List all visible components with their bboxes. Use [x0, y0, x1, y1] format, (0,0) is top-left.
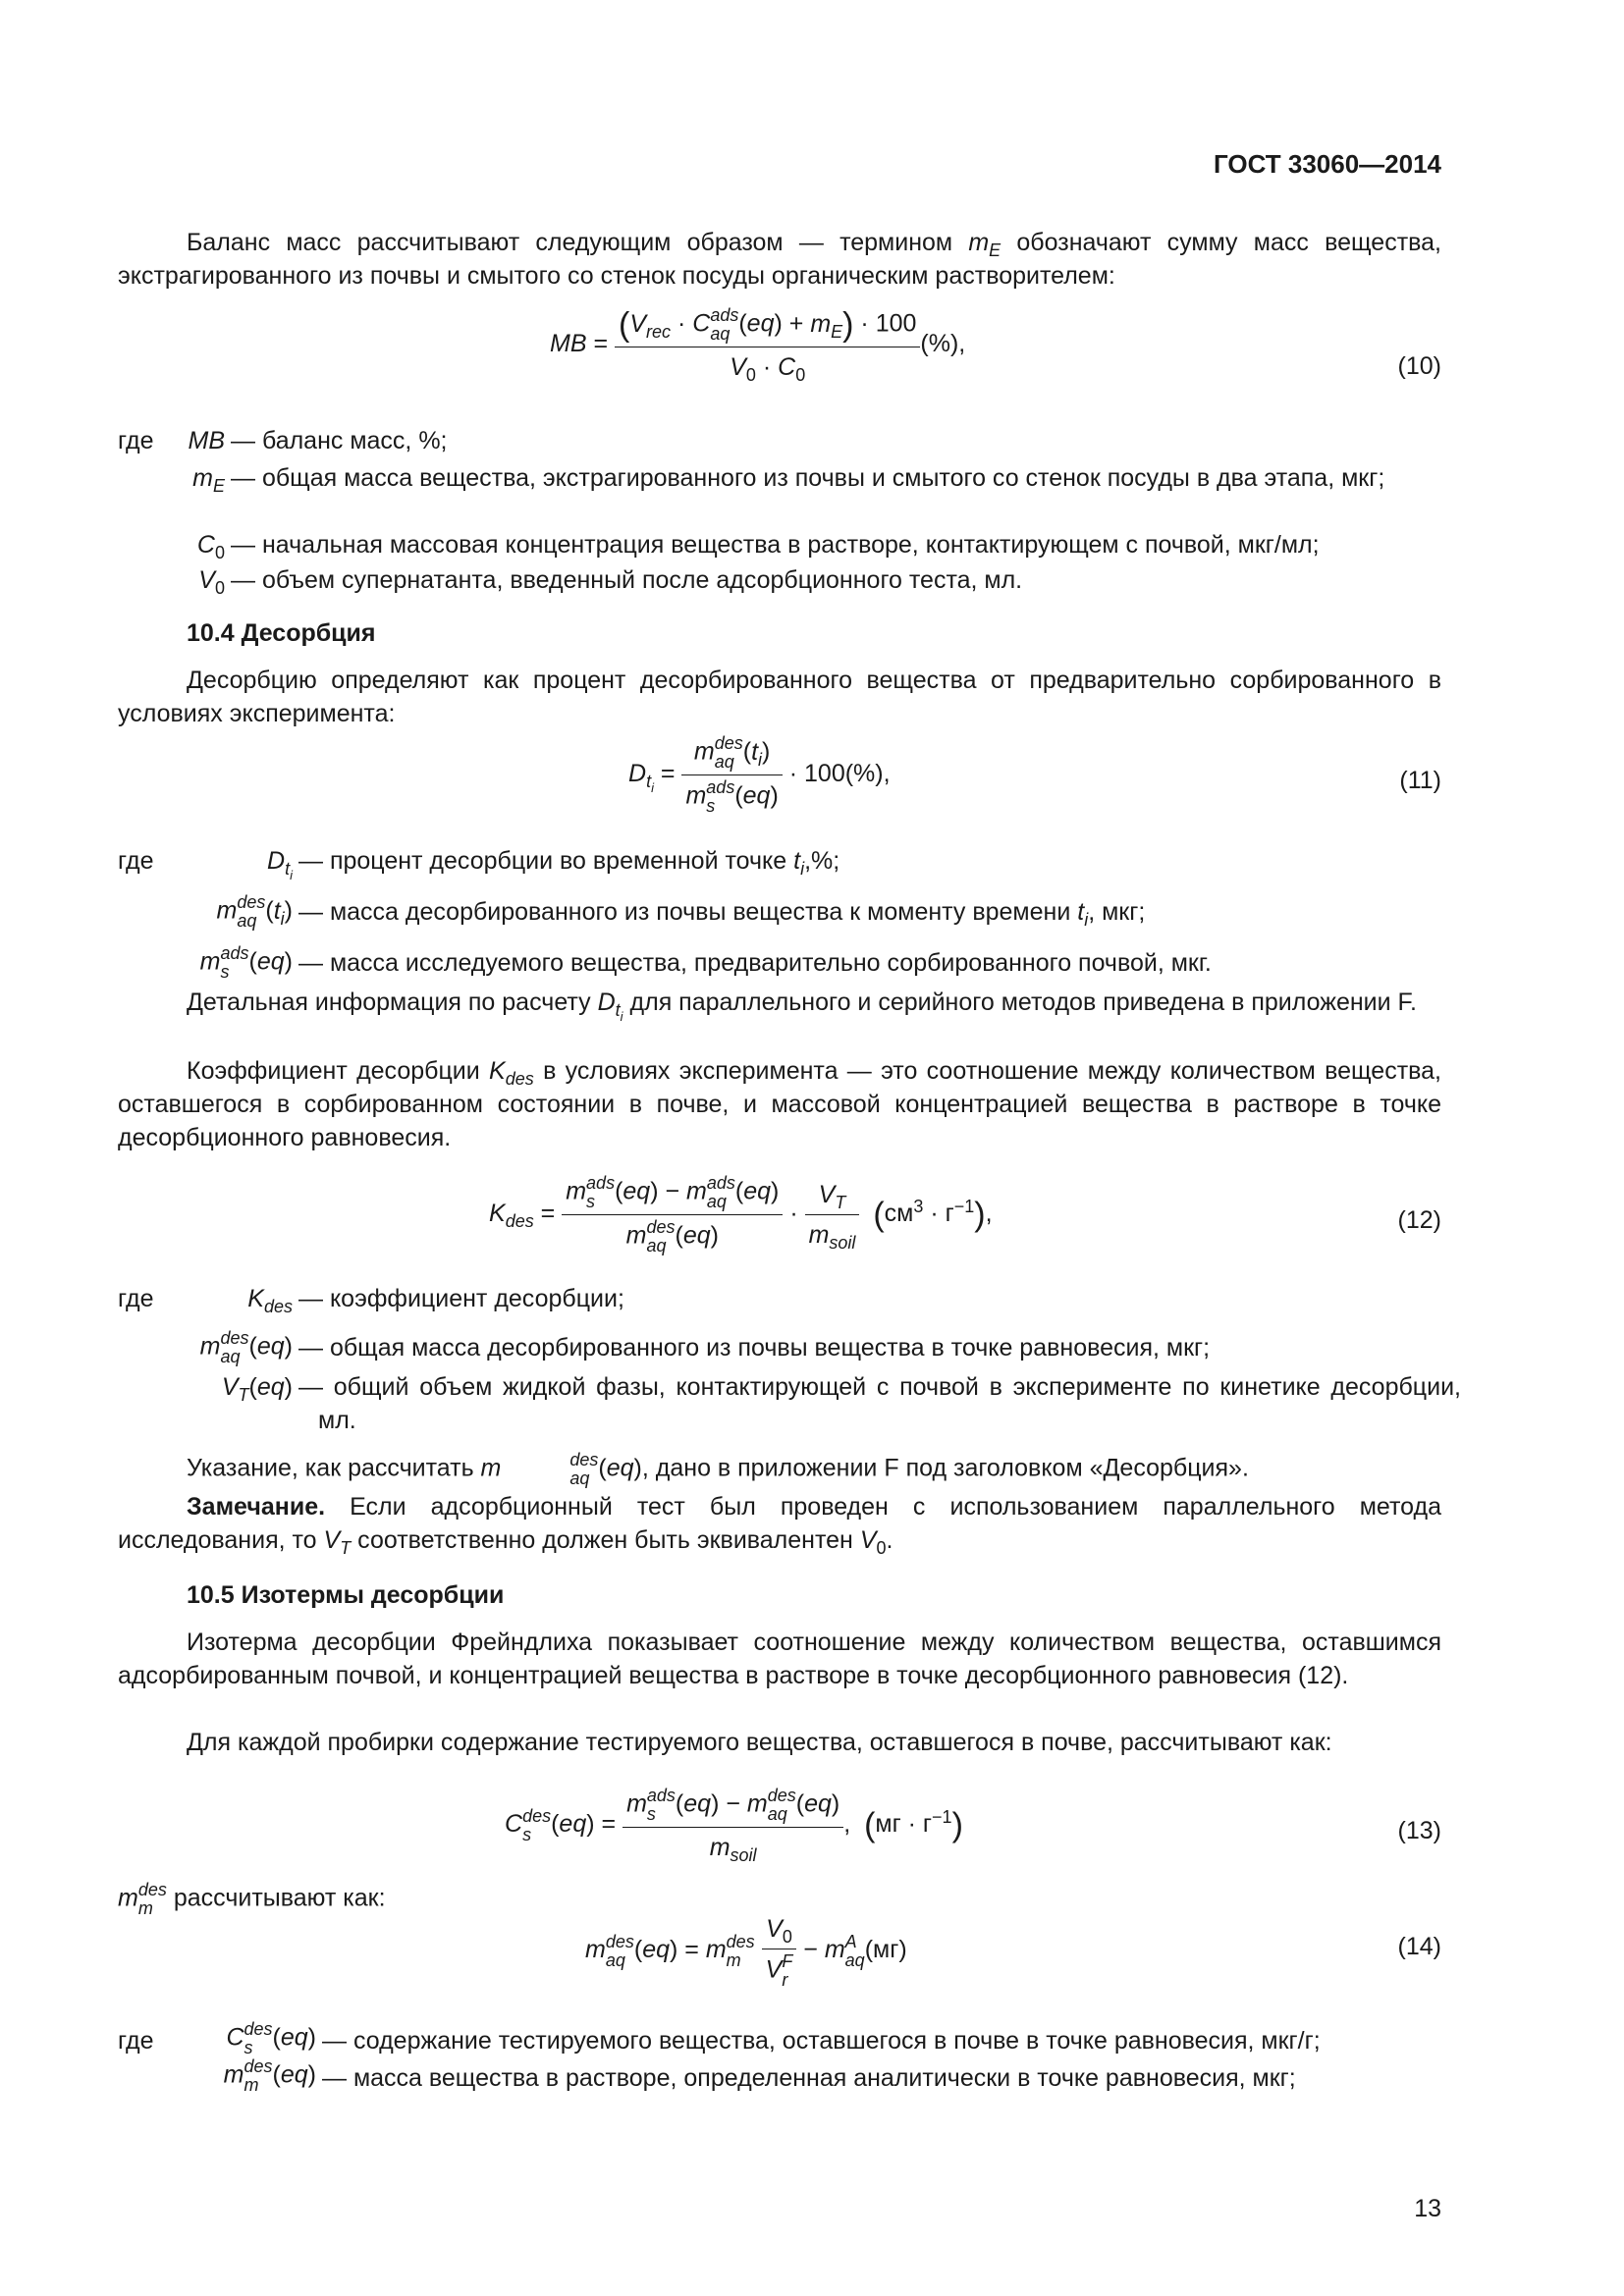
- per-tube-paragraph: Для каждой пробирки содержание тестируемого вещества, оставшегося в почве, рассчитывают как:: [187, 1729, 1332, 1756]
- def-dti: — процент десорбции во временной точке $t_i,\%$;: [298, 847, 840, 880]
- calculation-detail-paragraph: Детальная информация по расчету $D_{t_i}$ для параллельного и серийного методов приведена в приложении F.: [187, 988, 1417, 1024]
- standard-number-header: ГОСТ 33060—2014: [1214, 149, 1441, 179]
- mass-balance-paragraph: [118, 226, 1441, 293]
- def-kdes: — коэффициент десорбции;: [298, 1285, 624, 1312]
- def-cs-des: — содержание тестируемого вещества, оставшегося в почве в точке равновесия, мкг/г;: [322, 2027, 1321, 2055]
- term-kdes: $K_{des}$: [247, 1285, 293, 1317]
- term-c0: $C_0$: [196, 531, 225, 563]
- eq11-fraction: m des aq $(t_i)$ m ads s (eq): [681, 734, 782, 816]
- page-number: 13: [1414, 2195, 1441, 2222]
- eq12-fraction-2: $\frac{V_T}{m_{soil}}$: [805, 1178, 860, 1252]
- term-mdes-eq: m des aq (eq): [199, 1328, 293, 1366]
- where-label-2: где: [118, 847, 154, 875]
- term-mb: MB: [188, 427, 225, 454]
- def-mb: — баланс масс, %;: [231, 427, 448, 454]
- term-mads-eq: m ads s (eq): [199, 943, 293, 982]
- m-e-symbol: $m_E$: [968, 229, 1001, 261]
- equation-11: $D_{t_i}$ = m des aq $(t_i)$ m ads s (eq) · 100(%),: [628, 733, 891, 816]
- eq12-fraction-1: m ads s (eq) − m ads aq (eq) m des aq (eq): [562, 1174, 783, 1255]
- section-10-5-heading: 10.5 Изотермы десорбции: [187, 1581, 505, 1609]
- equation-10-number: (10): [1397, 352, 1441, 380]
- def-mads-eq: — масса исследуемого вещества, предварительно сорбированного почвой, мкг.: [298, 949, 1212, 977]
- equation-14: m des aq (eq) = m des m $V_0$ V F r − m A aq (мг): [585, 1912, 907, 1990]
- equation-12: $K_{des}$ = m ads s (eq) − m ads aq (eq) m des aq (eq) · $\frac{V_T}{m_{soil}}$ $(см^3 \cdot г^{-1})$,: [489, 1173, 993, 1255]
- def-vt: — общий объем жидкой фазы, контактирующей с почвой в эксперименте по кинетике десорбции, мл.: [298, 1373, 1461, 1434]
- equation-11-number: (11): [1399, 767, 1441, 794]
- desorption-coefficient-paragraph: Коэффициент десорбции $K_{des}$ в условиях эксперимента — это соотношение между количеством вещества, оставшегося в сорбированном состоянии в почве, и массовой концентрацией вещества в растворе в точке десорбционного равновесия.: [118, 1057, 1441, 1151]
- para1-before: Баланс масс рассчитывают следующим образом — термином: [187, 229, 953, 256]
- term-v0: $V_0$: [198, 566, 225, 599]
- eq13-unit: мг · г: [875, 1810, 933, 1839]
- where-label-4: где: [118, 2027, 154, 2055]
- term-mm-des: m des m (eq): [223, 2056, 316, 2095]
- eq10-fraction: ($V_{rec} \cdot C$ ads aq $(eq) + m_E) \cdot 100$ $V_0 \cdot C_0$: [615, 306, 920, 384]
- equation-13: C des s (eq) = m ads s (eq) − m des aq (eq) $m_{soil}$ , $(мг \cdot г^{-1})$: [505, 1786, 963, 1866]
- def-v0: — объем супернатанта, введенный после адсорбционного теста, мл.: [231, 566, 1023, 594]
- term-cs-des: C des s (eq): [226, 2019, 316, 2057]
- equation-10: MB = ($V_{rec} \cdot C$ ads aq $(eq) + m_E) \cdot 100$ $V_0 \cdot C_0$ (%),: [550, 305, 966, 386]
- equation-12-number: (12): [1397, 1206, 1441, 1234]
- eq13-fraction: m ads s (eq) − m des aq (eq) $m_{soil}$: [623, 1787, 843, 1864]
- isotherm-paragraph: Изотерма десорбции Фрейндлиха показывает соотношение между количеством вещества, оставшимся адсорбированным почвой, и концентрацией вещества в растворе в точке десорбционного равновесия (12).: [118, 1629, 1441, 1689]
- eq12-unit: см: [884, 1200, 914, 1228]
- eq14-unit: мг: [873, 1936, 899, 1964]
- desorption-paragraph: Десорбцию определяют как процент десорбированного вещества от предварительно сорбированного в условиях эксперимента:: [118, 667, 1441, 727]
- where-label-1: где: [118, 427, 154, 454]
- def-c0: — начальная массовая концентрация вещества в растворе, контактирующем с почвой, мкг/мл;: [231, 531, 1320, 559]
- calculation-hint-paragraph: Указание, как рассчитать m des aq (eq), дано в приложении F под заголовком «Десорбция».: [187, 1450, 1249, 1488]
- term-me: $m_E$: [192, 464, 225, 497]
- where-label-3: где: [118, 1285, 154, 1312]
- eq14-fraction: $V_0$ V F r: [762, 1912, 797, 1990]
- term-mdes-ti: m des aq $(t_i)$: [216, 892, 293, 931]
- term-dti: $D_{t_i}$: [267, 847, 293, 882]
- def-mdes-ti: — масса десорбированного из почвы вещества к моменту времени $t_i$, мкг;: [298, 898, 1146, 931]
- equation-14-number: (14): [1397, 1933, 1441, 1960]
- def-mdes-eq: — общая масса десорбированного из почвы вещества в точке равновесия, мкг;: [298, 1334, 1211, 1362]
- mm-des-intro: m des m рассчитывают как:: [118, 1880, 386, 1918]
- remark-paragraph: Замечание. Если адсорбционный тест был проведен с использованием параллельного метода исследования, то $V_T$ соответственно должен быть эквивалентен $V_0$.: [118, 1493, 1441, 1559]
- section-10-4-heading: 10.4 Десорбция: [187, 619, 376, 647]
- def-me: — общая масса вещества, экстрагированного из почвы и смытого со стенок посуды в два этапа, мкг;: [231, 464, 1385, 492]
- para1-after: обозначают сумму масс вещества, экстрагированного из почвы и смытого со стенок посуды органическим растворителем:: [118, 229, 1441, 290]
- equation-13-number: (13): [1397, 1817, 1441, 1844]
- def-mm-des: — масса вещества в растворе, определенная аналитически в точке равновесия, мкг;: [322, 2064, 1296, 2092]
- term-vt: $V_T(eq)$: [221, 1373, 293, 1406]
